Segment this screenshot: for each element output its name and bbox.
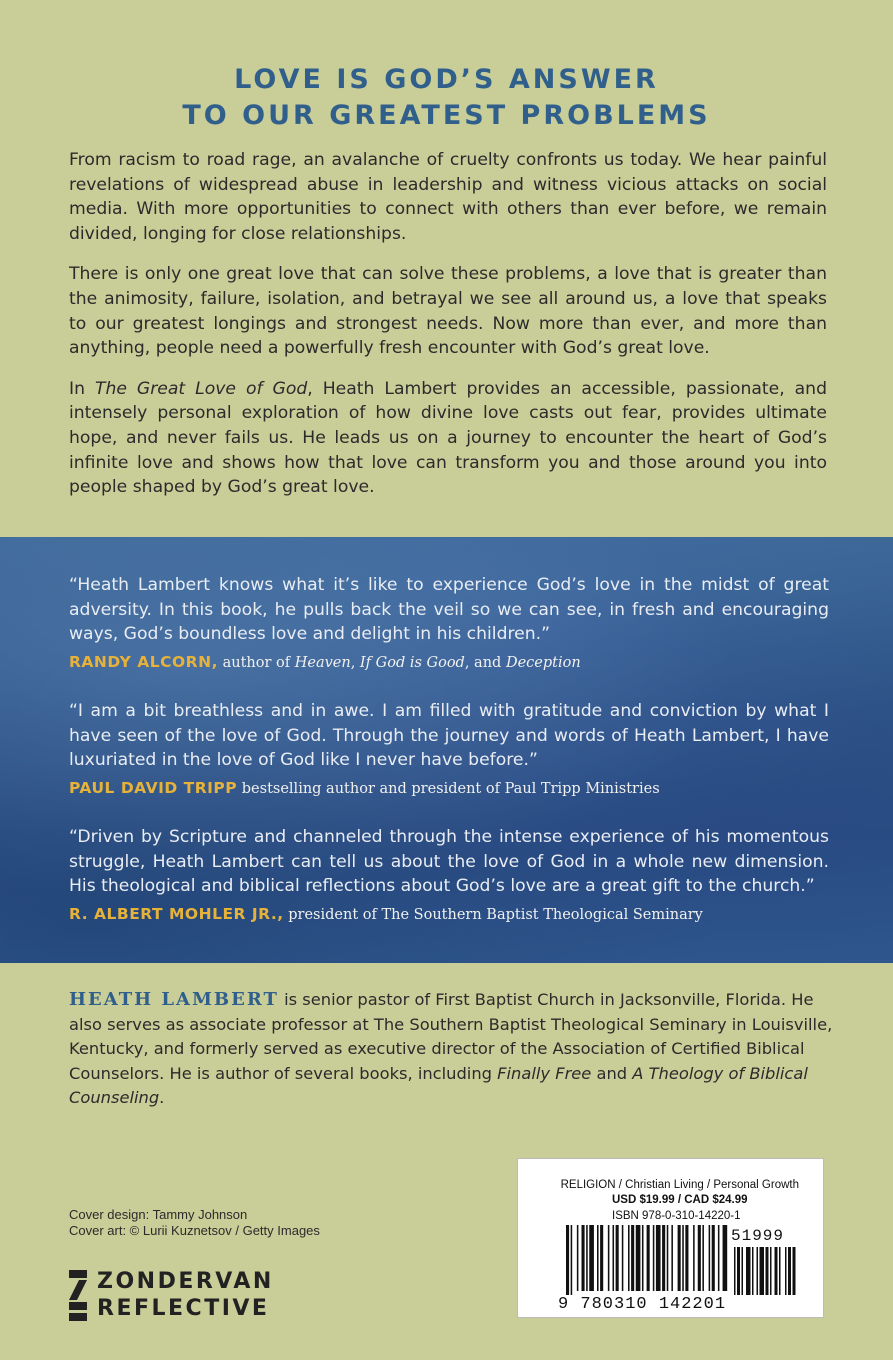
headline-line-2: TO OUR GREATEST PROBLEMS xyxy=(182,100,711,131)
author-bio: HEATH LAMBERT is senior pastor of First Baptist Church in Jacksonville, Florida. He also serves as associate professor at The Southern Baptist Theological Seminary in Louisville, Kentucky, and formerly served as executive director of the Association of Certified Biblical Counselors. He is author of several books, including Finally Free and A Theology of Biblical Counseling. xyxy=(69,989,833,1107)
publisher-logo xyxy=(69,1268,309,1328)
endorsement-quote: “Heath Lambert knows what it’s like to experience God’s love in the midst of great adversity. In this book, he pulls back the veil so we can see, in fresh and encouraging ways, God’s boundless love and delight in his children.” xyxy=(69,575,829,645)
logo-line-1: ZONDERVAN xyxy=(97,1269,274,1294)
book-title: The Great Love of God xyxy=(94,378,308,399)
endorser-name: R. ALBERT MOHLER JR., xyxy=(69,904,284,923)
endorser-name: RANDY ALCORN, xyxy=(69,652,218,671)
addon-code: 51999 xyxy=(731,1227,785,1245)
author-name: HEATH LAMBERT xyxy=(69,989,279,1010)
headline-line-1: LOVE IS GOD’S ANSWER xyxy=(234,64,659,95)
endorsement-quote: “I am a bit breathless and in awe. I am filled with gratitude and conviction by what I have seen of the love of God. Through the journey and words of Heath Lambert, I have luxuriated in the love of God like I never have before.” xyxy=(69,701,829,771)
cover-design-credit: Cover design: Tammy Johnson xyxy=(69,1207,248,1222)
isbn: ISBN 978-0-310-14220-1 xyxy=(612,1210,741,1222)
endorsement-attribution: R. ALBERT MOHLER JR., president of The Southern Baptist Theological Seminary xyxy=(69,904,703,923)
bisac-category: RELIGION / Christian Living / Personal Growth xyxy=(560,1179,799,1191)
description-paragraph-3: In The Great Love of God, Heath Lambert provides an accessible, passionate, and intensely personal exploration of how divine love casts out fear, provides ultimate hope, and never fails us. He leads us on a journey to encounter the heart of God’s infinite love and shows how that love can transform you and those around you into people shaped by God’s great love. xyxy=(69,378,827,498)
endorsement-quote: “Driven by Scripture and channeled through the intense experience of his momentous struggle, Heath Lambert can tell us about the love of God in a whole new dimension. His theological and biblical reflections about God’s love are a great gift to the church.” xyxy=(69,827,829,897)
endorsement-attribution: PAUL DAVID TRIPP bestselling author and president of Paul Tripp Ministries xyxy=(69,778,660,797)
logo-line-2: REFLECTIVE xyxy=(97,1296,270,1321)
endorsement-1 xyxy=(69,573,829,675)
description-paragraph-2: There is only one great love that can solve these problems, a love that is greater than the animosity, failure, isolation, and betrayal we see all around us, a love that speaks to our greatest longings and strongest needs. Now more than ever, and more than anything, people need a powerfully fresh encounter with God’s great love. xyxy=(69,264,827,359)
barcode-image xyxy=(566,1225,818,1295)
zondervan-mark-icon xyxy=(69,1270,87,1322)
cover-credits xyxy=(69,1207,320,1239)
description-paragraph-1: From racism to road rage, an avalanche of cruelty confronts us today. We hear painful revelations of widespread abuse in leadership and witness vicious attacks on social media. With more opportunities to connect with others than ever before, we remain divided, longing for close relationships. xyxy=(69,150,827,244)
endorsement-2 xyxy=(69,699,829,801)
endorsements-band xyxy=(0,537,893,963)
endorsement-attribution: RANDY ALCORN, author of Heaven, If God is Good, and Deception xyxy=(69,652,581,671)
cover-art-credit: Cover art: © Lurii Kuznetsov / Getty Images xyxy=(69,1223,320,1238)
price: USD $19.99 / CAD $24.99 xyxy=(612,1194,748,1206)
endorser-name: PAUL DAVID TRIPP xyxy=(69,778,238,797)
headline xyxy=(0,62,893,134)
description xyxy=(69,148,827,516)
endorsement-3 xyxy=(69,825,829,927)
barcode-box xyxy=(517,1158,824,1318)
ean-number: 9 780310 142201 xyxy=(558,1295,727,1314)
